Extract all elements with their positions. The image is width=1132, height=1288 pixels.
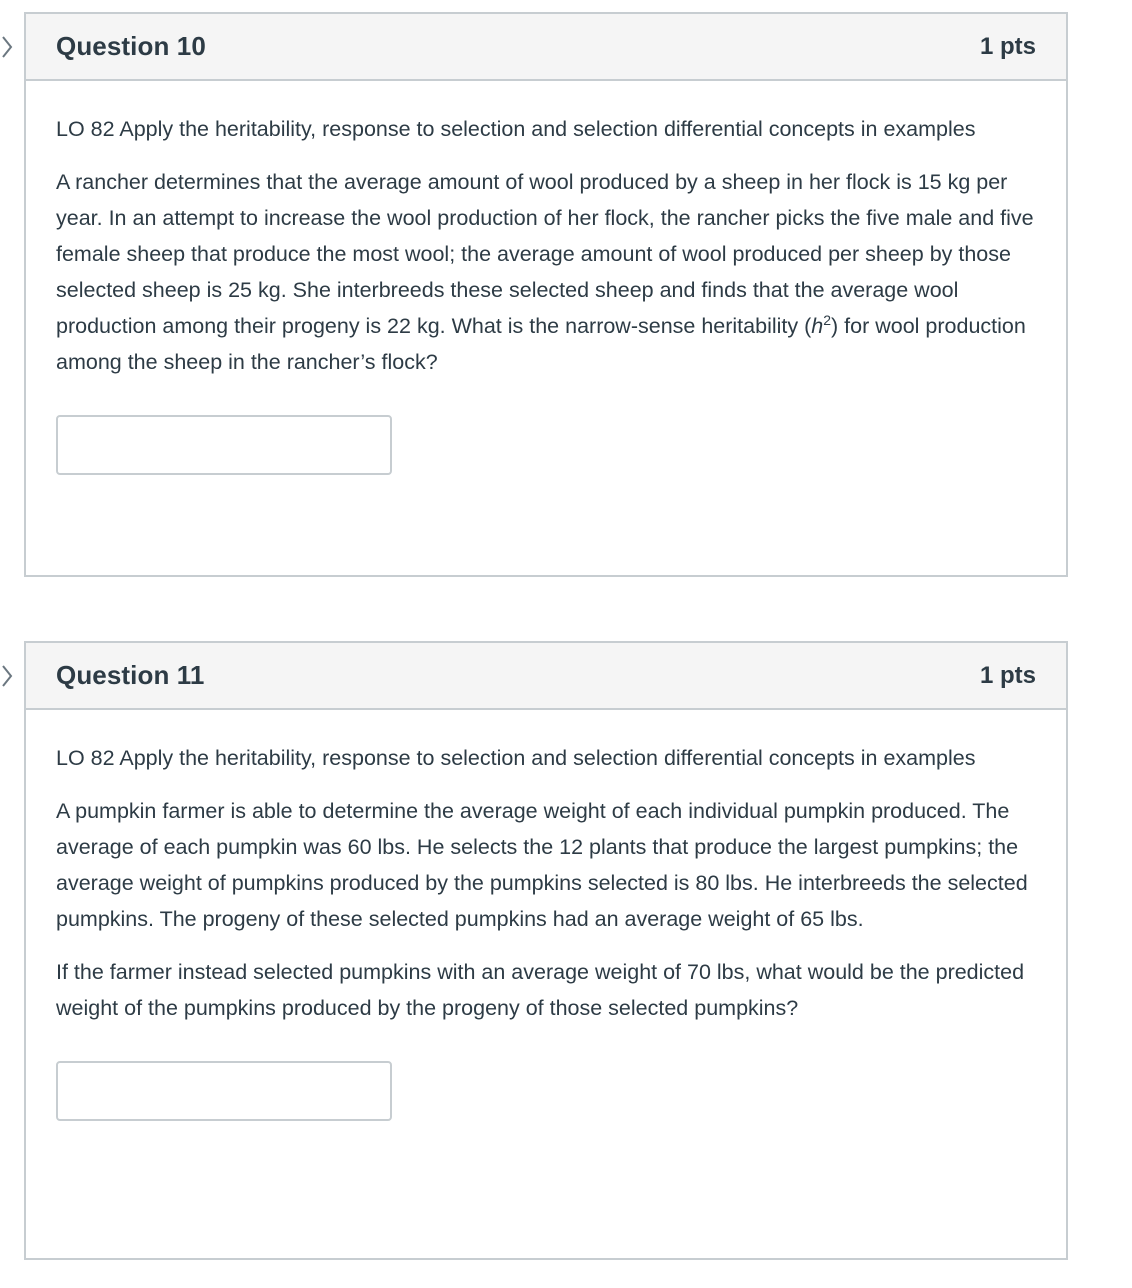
question-11-card [24, 641, 1068, 1260]
question-text-part-1: A rancher determines that the average amount of wool produced by a sheep in her flock is 15 kg per year. In an attempt to increase the wool production of her flock, the rancher picks the five male and five female sheep that produce the most wool; the average amount of wool produced per sheep by those selected sheep is 25 kg. She interbreeds these selected sheep and finds that the average wool production among their progeny is 22 kg. What is the narrow-sense heritability ( [56, 170, 1034, 338]
answer-input[interactable] [56, 1061, 392, 1121]
heritability-symbol: h [811, 314, 824, 338]
question-header [26, 14, 1066, 81]
heritability-exponent: 2 [823, 311, 832, 328]
chevron-right-icon [1, 35, 13, 59]
flag-question-11-button[interactable] [0, 663, 14, 689]
flag-question-10-button[interactable] [0, 34, 14, 60]
question-text-part-2: ) for wool production among the sheep in the rancher’s flock? [56, 314, 1026, 374]
question-points: 1 pts [979, 32, 1036, 60]
question-text-paragraph-2: If the farmer instead selected pumpkins with an average weight of 70 lbs, what would be the predicted weight of the pumpkins produced by the progeny of those selected pumpkins? [56, 960, 1025, 1020]
question-title: Question 10 [56, 31, 206, 61]
question-header [26, 643, 1066, 710]
question-title: Question 11 [56, 660, 205, 690]
answer-input[interactable] [56, 415, 392, 475]
question-points: 1 pts [979, 661, 1036, 689]
question-text-paragraph-1: A pumpkin farmer is able to determine the average weight of each individual pumpkin produced. The average of each pumpkin was 60 lbs. He selects the 12 plants that produce the largest pumpkins; the average weight of pumpkins produced by the pumpkins selected is 80 lbs. He interbreeds the selected pumpkins. The progeny of these selected pumpkins had an average weight of 65 lbs. [56, 799, 1028, 931]
chevron-right-icon [1, 664, 13, 688]
question-body [26, 81, 1066, 475]
question-text [56, 164, 1036, 380]
learning-objective: LO 82 Apply the heritability, response to selection and selection differential concepts in examples [56, 746, 976, 770]
question-10-card [24, 12, 1068, 577]
learning-objective: LO 82 Apply the heritability, response to selection and selection differential concepts in examples [56, 117, 976, 141]
question-body [26, 710, 1066, 1121]
